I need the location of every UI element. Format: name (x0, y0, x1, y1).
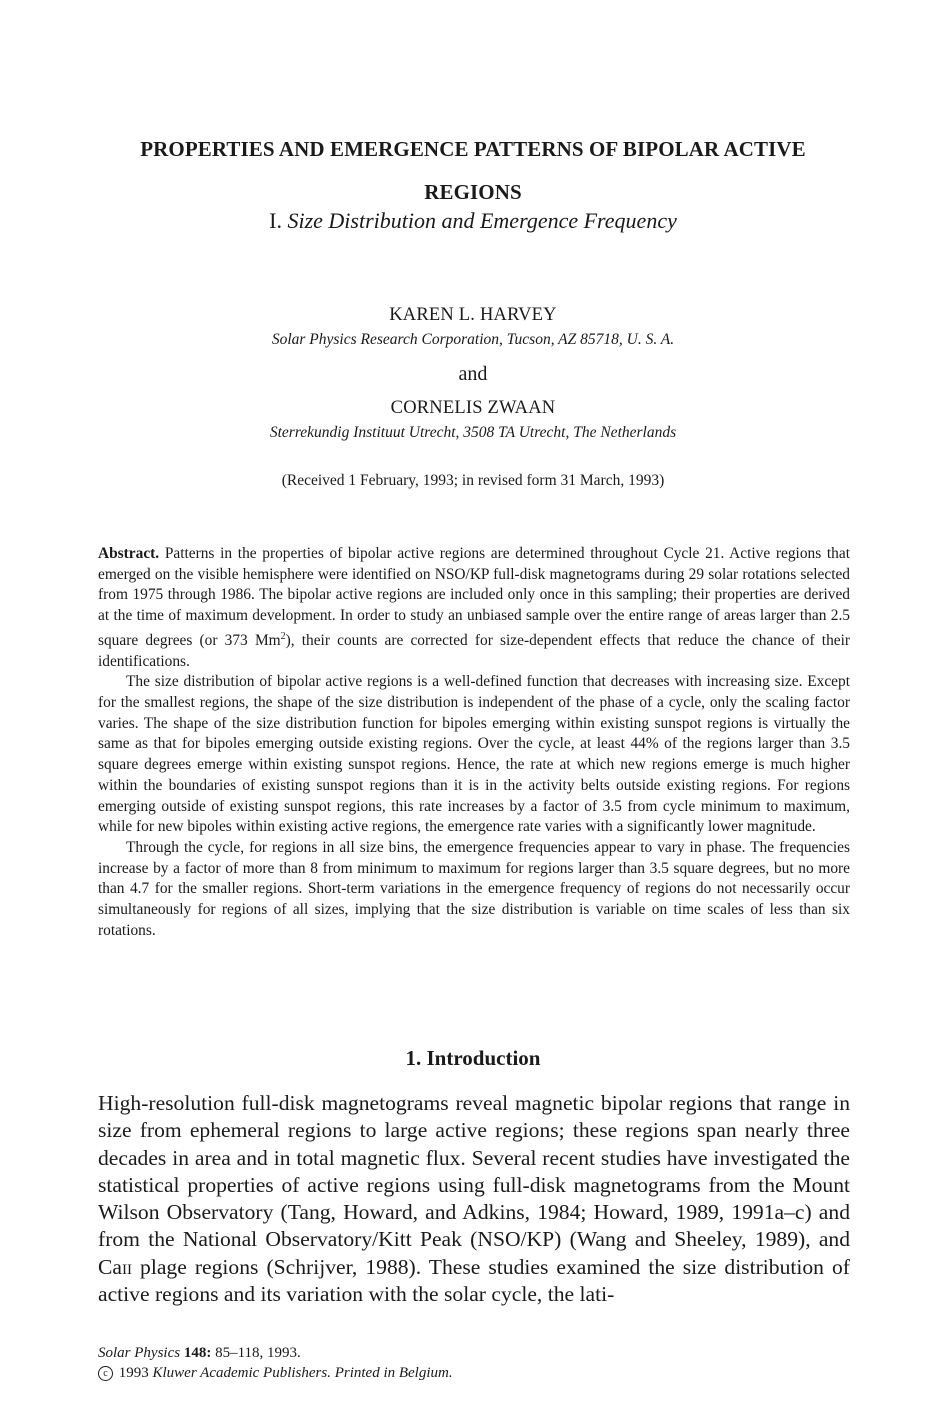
abstract-text: ), their counts are corrected for size-dependent effects that reduce the chance of their identifications. (98, 631, 850, 670)
publisher-text: Kluwer Academic Publishers. Printed in Belgium. (152, 1365, 453, 1381)
body-text: plage regions (Schrijver, 1988). These studies examined the size distribution of active regions and its variation with the solar cycle, the lati- (98, 1254, 850, 1307)
abstract-text: Patterns in the properties of bipolar active regions are determined throughout Cycle 21. Active regions that emerged on the visible hemisphere were identified on NSO/KP full-disk magnetograms during 29 solar rotations selected from 1975 through 1986. The bipolar active regions are included only once in this sampling; their properties are derived at the time of maximum development. In order to study an unbiased sample over the entire range of areas larger than 2.5 square degrees (or 373 Mm (98, 545, 850, 649)
abstract (98, 544, 850, 941)
subtitle-text: Size Distribution and Emergence Frequency (287, 208, 677, 233)
journal-pages: 85–118, 1993. (211, 1345, 301, 1361)
copyright-line (98, 1363, 453, 1383)
author-affiliation: Solar Physics Research Corporation, Tucson, AZ 85718, U. S. A. (271, 331, 675, 348)
abstract-paragraph: Through the cycle, for regions in all size bins, the emergence frequencies appear to vary in phase. The frequencies increase by a factor of more than 8 from minimum to maximum for regions larger than 3.5 square degrees, but no more than 4.7 for the smaller regions. Short-term variations in the emergence frequency of regions do not necessarily occur simultaneously for regions of all sizes, implying that the size distribution is variable on time scales of less than six rotations. (98, 838, 850, 939)
journal-citation (98, 1343, 453, 1363)
journal-volume: 148: (183, 1345, 212, 1361)
copyright-year: 1993 (118, 1365, 149, 1381)
author-conjunction: and (458, 363, 488, 385)
journal-name: Solar Physics (98, 1345, 181, 1361)
body-text: High-resolution full-disk magnetograms reveal magnetic bipolar regions that range in size from ephemeral regions to large active regions; these regions span nearly three decades in area and in total magnetic flux. Several recent studies have investigated the statistical properties of active regions using full-disk magnetograms from the Mount Wilson Observatory (Tang, Howard, and Adkins, 1984; Howard, 1989, 1991a–c) and from the National Observatory/Kitt Peak (NSO/KP) (Wang and Sheeley, 1989), and Ca (98, 1091, 850, 1279)
copyright-icon: c (98, 1366, 113, 1381)
body-paragraph (98, 1090, 850, 1308)
subtitle-number: I. (269, 208, 282, 233)
received-dates: (Received 1 February, 1993; in revised form 31 March, 1993) (281, 472, 665, 489)
abstract-superscript: 2 (280, 630, 286, 642)
section-heading: 1. Introduction (405, 1046, 541, 1070)
paper-subtitle (0, 208, 946, 234)
footer (98, 1343, 453, 1383)
author-name: KAREN L. HARVEY (389, 305, 557, 325)
abstract-label: Abstract. (98, 545, 160, 562)
author-name: CORNELIS ZWAAN (390, 398, 556, 418)
author-affiliation: Sterrekundig Instituut Utrecht, 3508 TA Utrecht, The Netherlands (269, 424, 677, 441)
introduction-text (98, 1090, 850, 1308)
body-smallcaps: ii (122, 1254, 132, 1279)
abstract-paragraph: The size distribution of bipolar active regions is a well-defined function that decreases with increasing size. Except for the smallest regions, the shape of the size distribution is independent of the phase of a cycle, only the scaling factor varies. The shape of the size distribution function for bipoles emerging within existing sunspot regions is virtually the same as that for bipoles emerging outside existing regions. Over the cycle, at least 44% of the regions larger than 3.5 square degrees emerge within existing sunspot regions. Hence, the rate at which new regions emerge is much higher within the boundaries of existing sunspot regions than it is in the activity belts outside existing regions. For regions emerging outside of existing sunspot regions, this rate increases by a factor of 3.5 from cycle minimum to maximum, while for new bipoles within existing active regions, the emergence rate varies with a significantly lower magnitude. (98, 673, 850, 836)
abstract-paragraph (98, 544, 850, 672)
paper-title: PROPERTIES AND EMERGENCE PATTERNS OF BIPOLAR ACTIVE REGIONS (140, 137, 806, 204)
